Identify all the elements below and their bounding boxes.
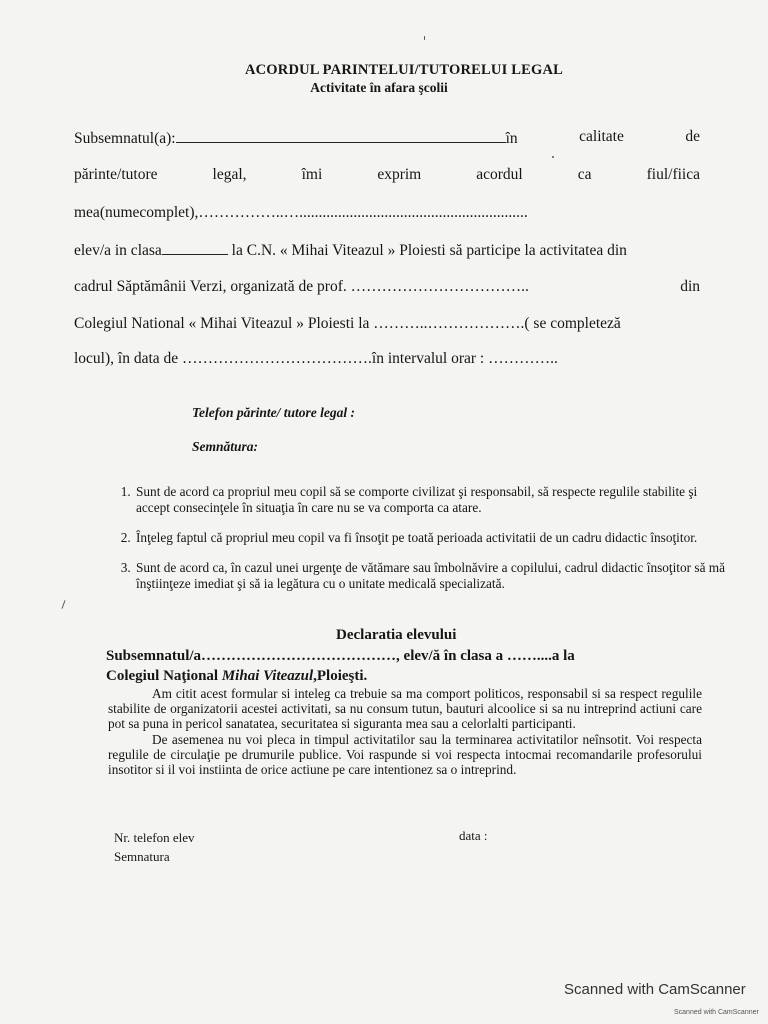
school-participation-text: la C.N. « Mihai Viteazul » Ploiesti să participe la activitatea din [231, 242, 627, 259]
in-word: în [505, 130, 518, 147]
terms-list [106, 484, 734, 606]
scan-speck [424, 36, 425, 40]
organizer-text: cadrul Săptămânii Verzi, organizată de prof. …………………………….. [74, 278, 529, 295]
form-line-2 [74, 166, 700, 184]
term-item-1: 1. Sunt de acord ca propriul meu copil să se comporte civilizat şi responsabil, să respecte regulile stabilite şi accept consecinţele în situaţia în care nu se va comporta ca atare. [134, 484, 734, 516]
calitate-word: calitate [579, 128, 624, 145]
declaration-paragraph-1: Am citit acest formular si inteleg ca trebuie sa ma comport politicos, responsabil si sa respect regulile stabilite de organizatorii acestei activitati, sa nu consum tutun, bauturi alcoolice si sa nu intreprind actiuni care pot sa puna in pericol sanatatea, securitatea si siguranta mea sau a celorlalti participanti. [108, 686, 702, 732]
date-label: data : [459, 828, 488, 843]
declaration-title: Declaratia elevului [336, 627, 457, 643]
term-item-2: 2. Înţeleg faptul că propriul meu copil va fi însoţit pe toată perioada activitatii de un cadru didactic însoţitor. [134, 530, 734, 546]
term-item-3: 3. Sunt de acord ca, în cazul unei urgenţe de vătămare sau îmbolnăvire a copilului, cadrul didactic însoţitor să mă înştiinţeze imediat şi să ia legătura cu o unitate medicală specializată. [134, 560, 734, 592]
parent-phone-label: Telefon părinte/ tutore legal : [192, 405, 355, 420]
form-line-1-start [74, 128, 518, 148]
scan-speck [552, 156, 554, 158]
de-word: de [685, 128, 700, 145]
declaration-line-1: Subsemnatul/a…………………………………, elev/ă în clasa a ……....a la [106, 648, 575, 664]
form-line-7: locul), în data de ……………………………….în intervalul orar : ………….. [74, 350, 558, 367]
college-label: Colegiul Naţional [106, 668, 222, 684]
parent-signature-label: Semnătura: [192, 439, 259, 454]
class-label: elev/a in clasa [74, 242, 162, 259]
class-field[interactable] [162, 240, 228, 255]
form-line-2-word: părinte/tutore [74, 166, 158, 183]
college-city: ,Ploieşti. [313, 668, 368, 684]
parent-name-field[interactable] [176, 128, 506, 143]
form-line-6: Colegiul National « Mihai Viteazul » Ploiesti la ………..……………….( se completeză [74, 315, 621, 332]
form-line-4 [74, 240, 700, 260]
form-line-2-word: îmi [301, 166, 323, 183]
form-line-3: mea(numecomplet),……………..…........................................................... [74, 204, 528, 221]
camscanner-watermark: Scanned with CamScanner [564, 981, 746, 998]
college-name: Mihai Viteazul [221, 668, 314, 684]
document-header [0, 62, 768, 96]
form-line-2-word: fiul/fiica [646, 166, 700, 183]
subsemnatul-label: Subsemnatul(a): [74, 130, 176, 147]
form-line-1 [74, 128, 700, 148]
din-word: din [680, 278, 700, 295]
form-line-2-word: acordul [476, 166, 523, 183]
form-line-2-word: legal, [212, 166, 247, 183]
form-line-2-word: ca [577, 166, 592, 183]
form-line-2-word: exprim [377, 166, 422, 183]
declaration-body [108, 686, 702, 777]
camscanner-watermark-small: Scanned with CamScanner [674, 1009, 759, 1016]
declaration-paragraph-2: De asemenea nu voi pleca in timpul activitatilor sau la terminarea activitatilor neînsotit. Voi respecta regulile de circulaţie pe drumurile publice. Voi raspunde si voi respecta intocmai recomandarile profesorului insotitor si il voi instiinta de orice actiune pe care intentionez sa o intreprind. [108, 731, 702, 778]
declaration-line-2 [106, 668, 367, 685]
student-signature-label: Semnatura [114, 849, 170, 864]
document-title: ACORDUL PARINTELUI/TUTORELUI LEGAL [244, 62, 564, 78]
form-line-5 [74, 278, 700, 296]
document-subtitle: Activitate în afara şcolii [310, 80, 448, 95]
student-phone-label: Nr. telefon elev [114, 830, 195, 845]
scan-speck [61, 600, 65, 609]
